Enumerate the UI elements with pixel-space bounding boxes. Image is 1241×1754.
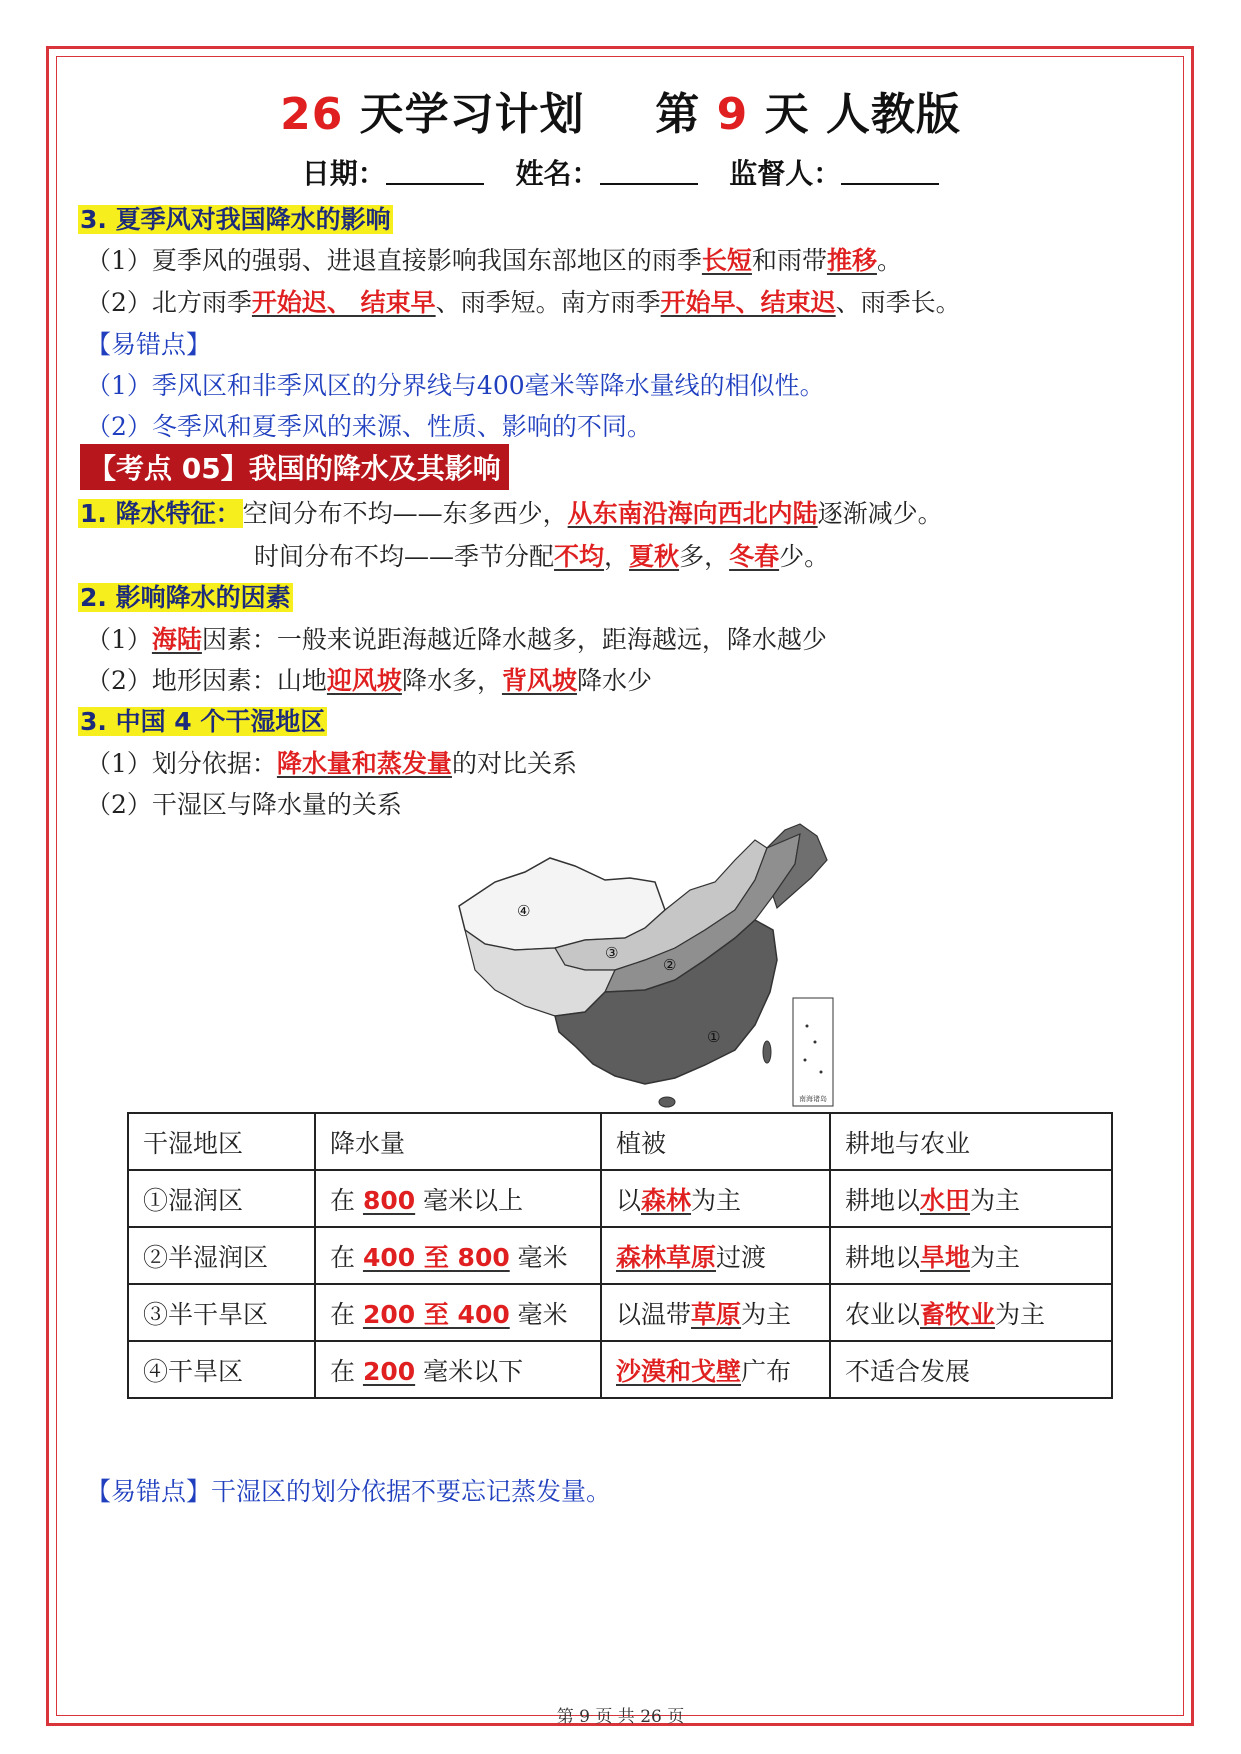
table-row bbox=[128, 1341, 1112, 1398]
text-span: 因素：一般来说距海越近降水越多，距海越远，降水越少 bbox=[201, 625, 827, 654]
text-span: （1）夏季风的强弱、进退直接影响我国东部地区的雨季 bbox=[86, 246, 702, 275]
text-span: 广布 bbox=[741, 1356, 792, 1386]
answer-text: 降水量和蒸发量 bbox=[276, 749, 452, 778]
title-plan-text: 天学习计划 bbox=[359, 89, 585, 140]
title-day-number: 9 bbox=[716, 89, 749, 140]
text-span: 毫米以上 bbox=[415, 1185, 524, 1215]
text-span: 以 bbox=[616, 1185, 642, 1215]
text-span: （2）地形因素：山地 bbox=[86, 666, 327, 695]
date-label: 日期： bbox=[301, 157, 386, 190]
table-header-cell: 植被 bbox=[601, 1113, 830, 1170]
table-row bbox=[128, 1284, 1112, 1341]
precipitation-cell bbox=[315, 1227, 601, 1284]
answer-text: 冬春 bbox=[729, 542, 780, 571]
text-span: 农业以 bbox=[845, 1299, 921, 1329]
text-span: 在 bbox=[330, 1185, 363, 1215]
text-span: 为主 bbox=[970, 1185, 1021, 1215]
vegetation-cell bbox=[601, 1284, 830, 1341]
china-dry-wet-map bbox=[455, 820, 835, 1110]
answer-text: 从东南沿海向西北内陆 bbox=[567, 499, 818, 528]
answer-text: 背风坡 bbox=[501, 666, 577, 695]
text-span: 少。 bbox=[779, 542, 830, 571]
answer-text: 夏秋 bbox=[629, 542, 680, 571]
answer-text: 200 至 400 bbox=[362, 1299, 510, 1329]
answer-text: 推移 bbox=[826, 246, 877, 275]
text-span: 以温带 bbox=[616, 1299, 692, 1329]
precipitation-factors-heading: 2. 影响降水的因素 bbox=[80, 583, 291, 612]
answer-text: 不均 bbox=[554, 542, 605, 571]
supervisor-blank[interactable] bbox=[841, 159, 939, 185]
error-prone-item: （2）冬季风和夏季风的来源、性质、影响的不同。 bbox=[86, 412, 652, 441]
section-heading bbox=[78, 702, 327, 738]
inset-caption: 南海诸岛 bbox=[799, 1095, 827, 1103]
vegetation-cell bbox=[601, 1227, 830, 1284]
dry-wet-regions-heading: 3. 中国 4 个干湿地区 bbox=[80, 707, 326, 736]
table-row bbox=[128, 1227, 1112, 1284]
page-title bbox=[0, 78, 1241, 142]
region-cell: ②半湿润区 bbox=[128, 1227, 315, 1284]
answer-text: 草原 bbox=[691, 1299, 742, 1329]
title-edition: 天 人教版 bbox=[764, 89, 961, 140]
region-cell: ③半干旱区 bbox=[128, 1284, 315, 1341]
text-span: （1）划分依据： bbox=[86, 749, 277, 778]
text-span: 耕地以 bbox=[845, 1185, 921, 1215]
text-span: 时间分布不均——季节分配 bbox=[254, 542, 555, 571]
agriculture-cell bbox=[830, 1227, 1112, 1284]
precipitation-cell bbox=[315, 1341, 601, 1398]
title-days-number: 26 bbox=[280, 89, 344, 140]
answer-text: 长短 bbox=[701, 246, 752, 275]
summer-monsoon-heading: 3. 夏季风对我国降水的影响 bbox=[80, 205, 391, 234]
answer-text: 开始迟、 结束早 bbox=[251, 288, 436, 317]
precipitation-features-heading: 1. 降水特征： bbox=[80, 499, 241, 528]
label-humid: ① bbox=[707, 1028, 721, 1046]
text-line bbox=[86, 241, 902, 277]
text-span: 降水少 bbox=[576, 666, 652, 695]
text-span: 降水多， bbox=[401, 666, 502, 695]
section-heading bbox=[78, 578, 293, 614]
south-china-sea-inset bbox=[793, 998, 833, 1106]
answer-text: 旱地 bbox=[920, 1242, 971, 1272]
text-span: 为主 bbox=[741, 1299, 792, 1329]
answer-text: 沙漠和戈壁 bbox=[616, 1356, 742, 1386]
text-span: （2）北方雨季 bbox=[86, 288, 252, 317]
date-blank[interactable] bbox=[386, 159, 484, 185]
text-span: 在 bbox=[330, 1242, 363, 1272]
table-header-cell: 耕地与农业 bbox=[830, 1113, 1112, 1170]
text-span: 为主 bbox=[691, 1185, 742, 1215]
hainan-island bbox=[659, 1097, 675, 1107]
text-line bbox=[78, 494, 943, 530]
answer-text: 800 bbox=[362, 1185, 416, 1215]
label-semi-arid: ③ bbox=[605, 944, 619, 962]
label-semi-humid: ② bbox=[663, 956, 677, 974]
text-span: 毫米 bbox=[509, 1299, 568, 1329]
vegetation-cell bbox=[601, 1170, 830, 1227]
text-line: （2）干湿区与降水量的关系 bbox=[86, 790, 402, 819]
precipitation-cell bbox=[315, 1284, 601, 1341]
text-span: 多， bbox=[679, 542, 730, 571]
agriculture-cell bbox=[830, 1170, 1112, 1227]
region-cell: ④干旱区 bbox=[128, 1341, 315, 1398]
exam-point-banner: 【考点 05】我国的降水及其影响 bbox=[80, 444, 509, 490]
answer-text: 200 bbox=[362, 1356, 416, 1386]
agriculture-cell bbox=[830, 1341, 1112, 1398]
answer-text: 水田 bbox=[920, 1185, 971, 1215]
vegetation-cell bbox=[601, 1341, 830, 1398]
table-row bbox=[128, 1170, 1112, 1227]
title-day-prefix: 第 bbox=[655, 89, 701, 140]
text-span: 和雨带 bbox=[751, 246, 827, 275]
answer-text: 森林草原 bbox=[616, 1242, 717, 1272]
text-line bbox=[86, 661, 652, 697]
text-span: 空间分布不均——东多西少， bbox=[242, 499, 568, 528]
answer-text: 畜牧业 bbox=[920, 1299, 996, 1329]
dry-wet-table bbox=[127, 1112, 1113, 1399]
text-line bbox=[86, 744, 577, 780]
answer-text: 迎风坡 bbox=[326, 666, 402, 695]
text-span: 逐渐减少。 bbox=[817, 499, 943, 528]
name-blank[interactable] bbox=[600, 159, 698, 185]
page-footer: 第 9 页 共 26 页 bbox=[556, 1707, 685, 1727]
text-span: ， bbox=[604, 542, 630, 571]
supervisor-label: 监督人： bbox=[729, 157, 842, 190]
text-line bbox=[254, 537, 829, 573]
table-header-row bbox=[128, 1113, 1112, 1170]
label-arid: ④ bbox=[517, 902, 531, 920]
answer-text: 森林 bbox=[641, 1185, 692, 1215]
text-span: 过渡 bbox=[716, 1242, 767, 1272]
answer-text: 开始早、结束迟 bbox=[660, 288, 836, 317]
table-header-cell: 降水量 bbox=[315, 1113, 601, 1170]
text-span: 不适合发展 bbox=[845, 1356, 971, 1386]
section-heading bbox=[78, 200, 393, 236]
region-cell: ①湿润区 bbox=[128, 1170, 315, 1227]
meta-row bbox=[0, 152, 1241, 192]
taiwan-island bbox=[763, 1041, 771, 1063]
error-prone-item: （1）季风区和非季风区的分界线与400毫米等降水量线的相似性。 bbox=[86, 371, 825, 400]
answer-text: 400 至 800 bbox=[362, 1242, 510, 1272]
text-span: 、雨季短。南方雨季 bbox=[435, 288, 661, 317]
name-label: 姓名： bbox=[515, 157, 600, 190]
text-span: 毫米以下 bbox=[415, 1356, 524, 1386]
agriculture-cell bbox=[830, 1284, 1112, 1341]
answer-text: 海陆 bbox=[151, 625, 202, 654]
text-span: 毫米 bbox=[509, 1242, 568, 1272]
text-span: 的对比关系 bbox=[451, 749, 577, 778]
text-span: 为主 bbox=[995, 1299, 1046, 1329]
text-span: 为主 bbox=[970, 1242, 1021, 1272]
error-prone-note: 【易错点】干湿区的划分依据不要忘记蒸发量。 bbox=[86, 1477, 612, 1506]
text-span: 耕地以 bbox=[845, 1242, 921, 1272]
text-line bbox=[86, 283, 961, 319]
table-header-cell: 干湿地区 bbox=[128, 1113, 315, 1170]
text-span: （1） bbox=[86, 625, 152, 654]
precipitation-cell bbox=[315, 1170, 601, 1227]
text-span: 在 bbox=[330, 1356, 363, 1386]
text-span: 在 bbox=[330, 1299, 363, 1329]
text-line bbox=[86, 620, 827, 656]
text-span: 、雨季长。 bbox=[835, 288, 961, 317]
error-prone-title: 【易错点】 bbox=[86, 330, 212, 359]
text-span: 。 bbox=[876, 246, 902, 275]
